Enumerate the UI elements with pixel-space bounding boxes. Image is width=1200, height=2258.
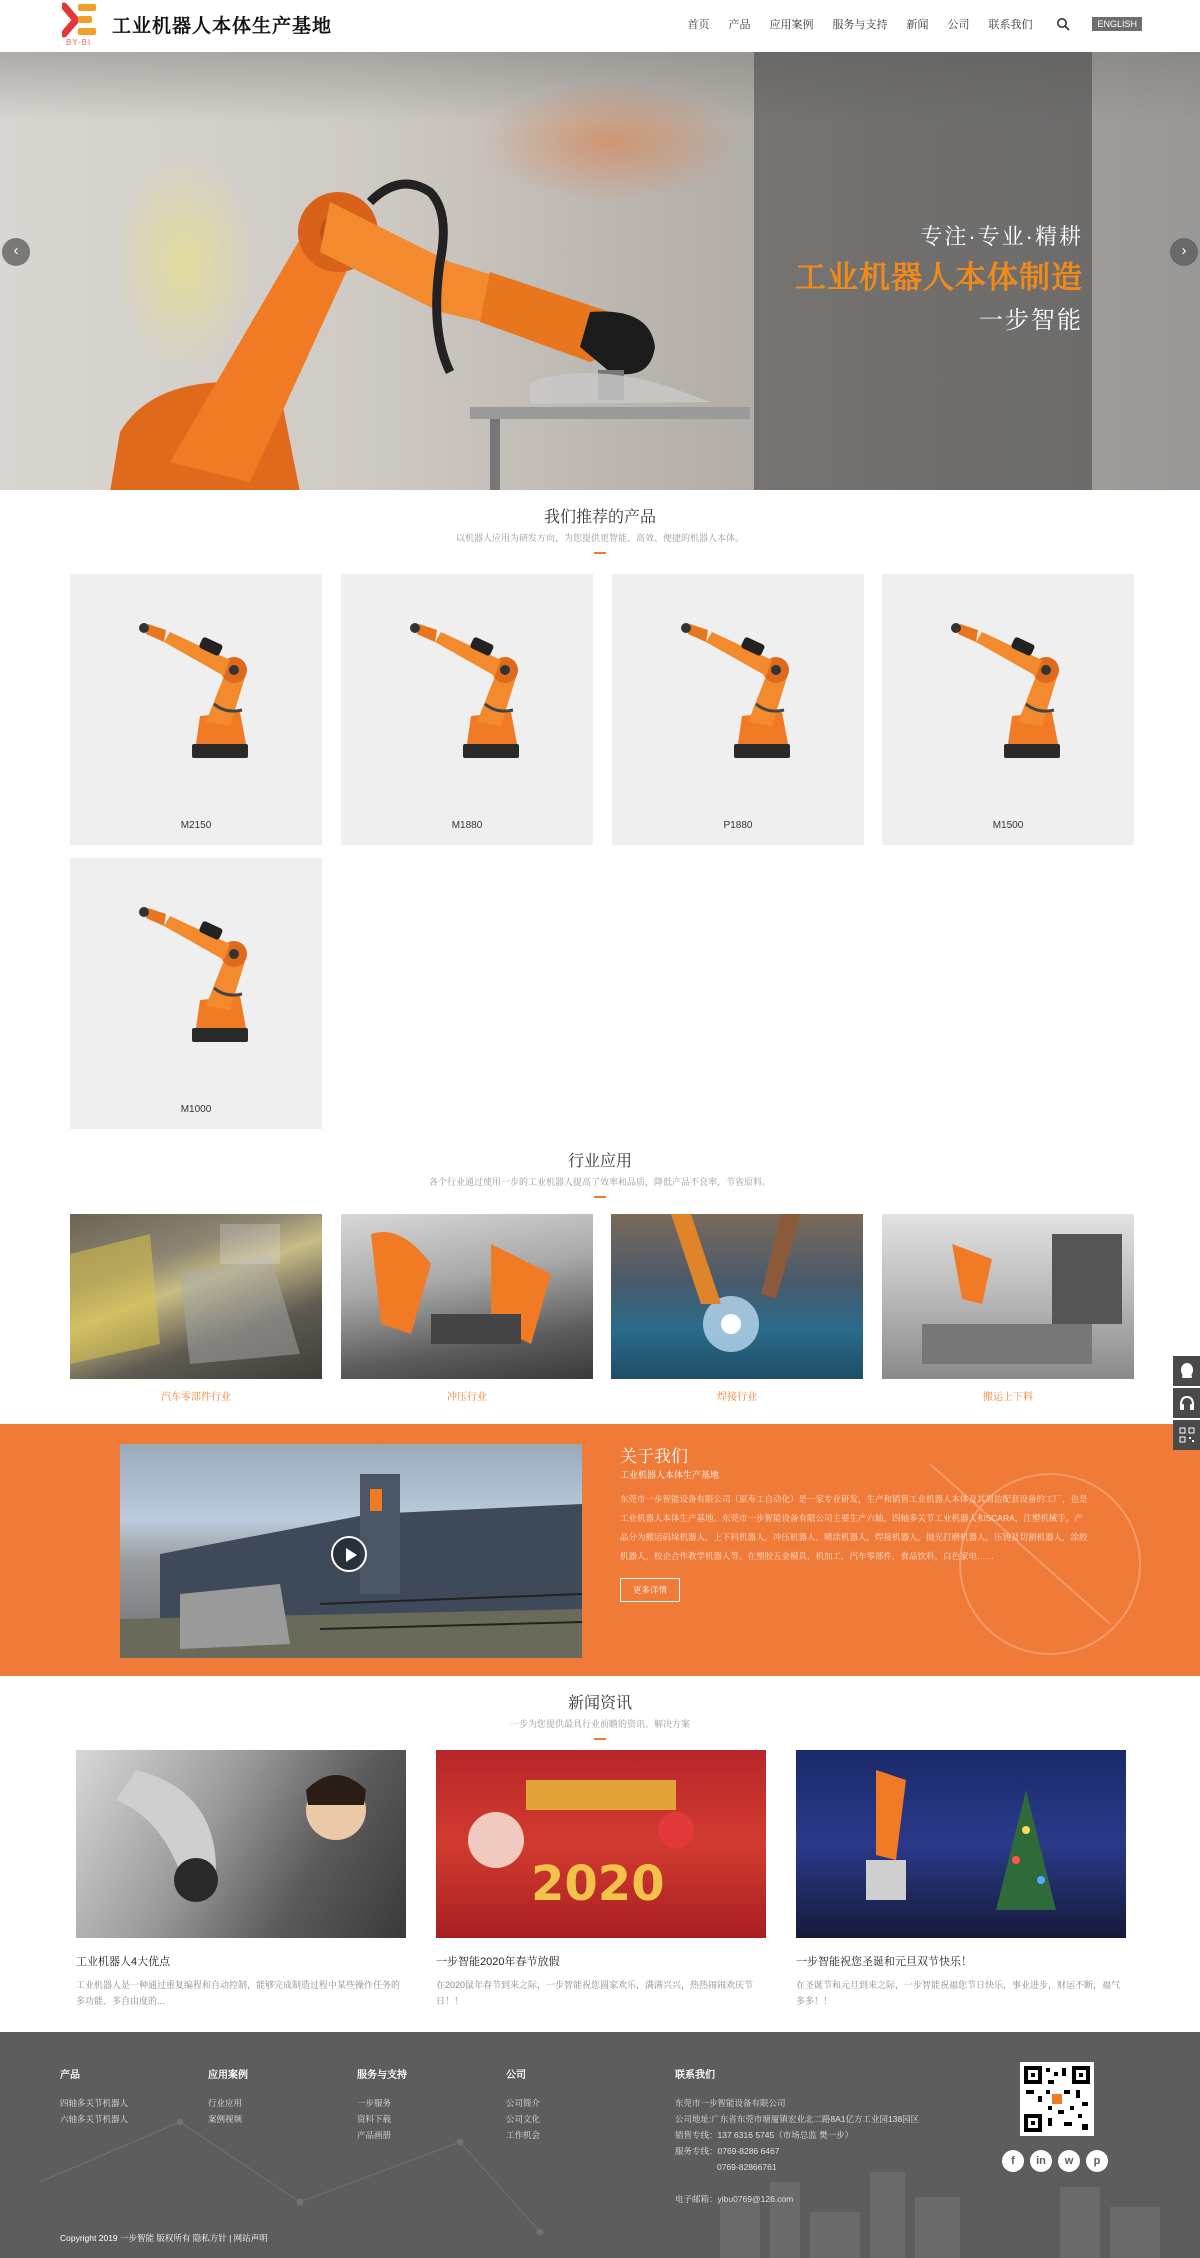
news-summary: 工业机器人是一种通过重复编程和自动控制，能够完成制造过程中某些操作任务的多功能、多自由度的... — [76, 1980, 401, 2006]
section-divider — [594, 1196, 606, 1198]
application-label: 汽车零部件行业 — [161, 1392, 231, 1403]
news-title[interactable]: 一步智能2020年春节放假 — [436, 1956, 560, 1968]
language-switch[interactable]: ENGLISH — [1092, 17, 1142, 31]
application-card[interactable] — [70, 1214, 322, 1403]
company-address: 公司地址:广东省东莞市塘厦镇宏业北二路8A1亿方工业园138园区 — [675, 2114, 920, 2124]
footer-column-title: 产品 — [60, 2070, 80, 2081]
products-section — [0, 504, 1200, 1115]
footer-link[interactable]: 资料下载 — [357, 2114, 392, 2124]
footer-column-company — [506, 2066, 540, 2143]
header — [0, 0, 1200, 52]
robot-arm-image — [942, 604, 1082, 774]
news-image — [436, 1750, 766, 1938]
section-title: 我们推荐的产品 — [543, 509, 656, 526]
banner-prev-button[interactable]: ‹ — [2, 238, 30, 266]
loading-image — [882, 1214, 1134, 1379]
nav-home[interactable]: 首页 — [687, 19, 710, 31]
qrcode-image — [1020, 2062, 1094, 2136]
footer-link[interactable]: 公司文化 — [506, 2114, 541, 2124]
weibo-icon[interactable]: w — [1058, 2150, 1080, 2172]
about-title: 关于我们 — [620, 1447, 688, 1466]
social-links — [1002, 2150, 1114, 2172]
logo[interactable] — [62, 2, 333, 50]
application-card[interactable] — [882, 1214, 1134, 1403]
about-description: 东莞市一步智能设备有限公司（原寿工自动化）是一家专业研发，生产和销售工业机器人本体及其周边配套设备的工厂，也是工业机器人本体生产基地。东莞市一步智能设备有限公司主要生产六轴，四轴多关节工业机器人和SCARA，注塑机械手。产品分为搬运码垛机器人，上下料机器人，冲压机器人，喷涂机器人，焊接机器人，抛光打磨机器人，压铸及切割机器人，涂胶机器人，校企合作教学机器人等。在塑胶五金模具，机加工，汽车零部件，食品饮料，白色家电…… — [620, 1494, 1088, 1561]
footer-column-title: 应用案例 — [208, 2070, 248, 2081]
footer-link[interactable]: 公司简介 — [506, 2098, 541, 2108]
news-card[interactable] — [76, 1750, 406, 2009]
product-name: M1500 — [992, 820, 1024, 831]
news-image — [796, 1750, 1126, 1938]
side-toolbar — [1173, 1356, 1200, 1452]
product-card[interactable] — [341, 574, 593, 845]
section-divider — [594, 1738, 606, 1740]
nav-products[interactable]: 产品 — [728, 19, 751, 31]
banner-next-button[interactable]: › — [1170, 238, 1198, 266]
svg-text:2020: 2020 — [531, 1856, 665, 1912]
robot-arm-image — [130, 604, 270, 774]
logo-subtitle: BY-BI — [66, 38, 92, 47]
facebook-icon[interactable]: f — [1002, 2150, 1024, 2172]
product-card[interactable] — [612, 574, 864, 845]
product-name: P1880 — [723, 820, 753, 831]
nav-cases[interactable]: 应用案例 — [769, 19, 814, 31]
application-label: 搬运上下料 — [983, 1392, 1033, 1403]
news-card[interactable] — [796, 1750, 1126, 2009]
banner-robot-image — [110, 132, 750, 490]
hero-banner — [0, 52, 1200, 490]
section-subtitle: 以机器人应用为研发方向，为您提供更智能、高效、便捷的机器人本体。 — [455, 533, 744, 543]
more-details-button[interactable]: 更多详情 — [620, 1578, 680, 1602]
footer-column-cases — [208, 2066, 248, 2127]
sales-hotline: 销售专线：137 6316 5745（市场总监 樊一步） — [675, 2130, 854, 2140]
logo-text: 工业机器人本体生产基地 — [112, 15, 333, 37]
service-hotline: 服务专线：0769-8286 6467 — [675, 2146, 780, 2156]
nav-company[interactable]: 公司 — [947, 19, 970, 31]
footer-link[interactable]: 行业应用 — [208, 2098, 243, 2108]
section-divider — [594, 552, 606, 554]
contact-email[interactable]: 电子邮箱：yibu0769@126.com — [675, 2194, 794, 2204]
footer-column-service — [357, 2066, 407, 2143]
footer-column-title: 联系我们 — [675, 2070, 715, 2081]
footer-link[interactable]: 四轴多关节机器人 — [60, 2098, 129, 2108]
stamping-image — [341, 1214, 593, 1379]
news-section — [0, 1690, 1200, 2006]
nav-contact[interactable]: 联系我们 — [988, 19, 1033, 31]
welding-image — [611, 1214, 863, 1379]
pinterest-icon[interactable]: p — [1086, 2150, 1108, 2172]
application-label: 焊接行业 — [717, 1392, 757, 1403]
qrcode-icon[interactable] — [1173, 1420, 1200, 1450]
search-icon[interactable] — [1056, 17, 1070, 31]
automotive-image — [70, 1214, 322, 1379]
news-image — [76, 1750, 406, 1938]
headset-icon[interactable] — [1173, 1388, 1200, 1418]
footer-link[interactable]: 产品画册 — [357, 2130, 392, 2140]
news-summary: 在2020鼠年春节到来之际，一步智能祝您圆家欢乐，满满兴兴，热热闹闹欢庆节日！！ — [436, 1980, 754, 2006]
footer-link[interactable]: 工作机会 — [506, 2130, 541, 2140]
footer-column-title: 公司 — [506, 2070, 526, 2081]
product-name: M1880 — [451, 820, 483, 831]
section-title: 行业应用 — [567, 1153, 632, 1170]
product-card[interactable] — [882, 574, 1134, 845]
banner-brand: 一步智能 — [979, 307, 1083, 334]
news-title[interactable]: 一步智能祝您圣诞和元旦双节快乐！ — [796, 1956, 972, 1968]
footer-contact — [675, 2066, 919, 2207]
footer-column-products — [60, 2066, 128, 2127]
company-name: 东莞市一步智能设备有限公司 — [675, 2098, 786, 2108]
news-card[interactable] — [436, 1750, 766, 2009]
applications-section — [0, 1148, 1200, 1403]
company-building-image[interactable] — [120, 1444, 582, 1658]
footer — [0, 2032, 1200, 2258]
section-subtitle: 各个行业通过使用一步的工业机器人提高了效率和品质，降低产品不良率，节省原料。 — [428, 1177, 771, 1187]
banner-tagline: 专注·专业·精耕 — [920, 224, 1083, 249]
news-title[interactable]: 工业机器人4大优点 — [76, 1956, 171, 1968]
robot-arm-image — [401, 604, 541, 774]
nav-service[interactable]: 服务与支持 — [832, 19, 888, 31]
copyright: Copyright 2019 一步智能 版权所有 隐私方针 | 网站声明 — [60, 2233, 268, 2243]
linkedin-icon[interactable]: in — [1030, 2150, 1052, 2172]
play-video-button[interactable] — [331, 1536, 367, 1572]
product-card[interactable] — [70, 858, 322, 1129]
section-title: 新闻资讯 — [567, 1695, 632, 1712]
robot-arm-image — [130, 888, 270, 1058]
qq-icon[interactable] — [1173, 1356, 1200, 1386]
application-card[interactable] — [341, 1214, 593, 1403]
main-nav — [668, 16, 1142, 32]
nav-news[interactable]: 新闻 — [906, 19, 929, 31]
service-hotline-2: 0769-82866761 — [717, 2162, 777, 2172]
banner-headline: 工业机器人本体制造 — [795, 260, 1083, 295]
product-name: M2150 — [180, 820, 212, 831]
footer-link[interactable]: 六轴多关节机器人 — [60, 2114, 129, 2124]
application-label: 冲压行业 — [447, 1392, 487, 1403]
product-card[interactable] — [70, 574, 322, 845]
news-summary: 在圣诞节和元旦到来之际，一步智能祝福您节日快乐，事业进步，财运不断，福气多多！！ — [796, 1980, 1121, 2006]
footer-column-title: 服务与支持 — [357, 2070, 407, 2081]
footer-link[interactable]: 案例视频 — [208, 2114, 243, 2124]
robot-arm-image — [672, 604, 812, 774]
section-subtitle: 一步为您提供最具行业前瞻的资讯、解决方案 — [509, 1719, 690, 1729]
product-name: M1000 — [180, 1104, 212, 1115]
footer-link[interactable]: 一步服务 — [357, 2098, 392, 2108]
about-section — [0, 1424, 1200, 1676]
application-card[interactable] — [611, 1214, 863, 1403]
about-subtitle: 工业机器人本体生产基地 — [620, 1470, 720, 1480]
